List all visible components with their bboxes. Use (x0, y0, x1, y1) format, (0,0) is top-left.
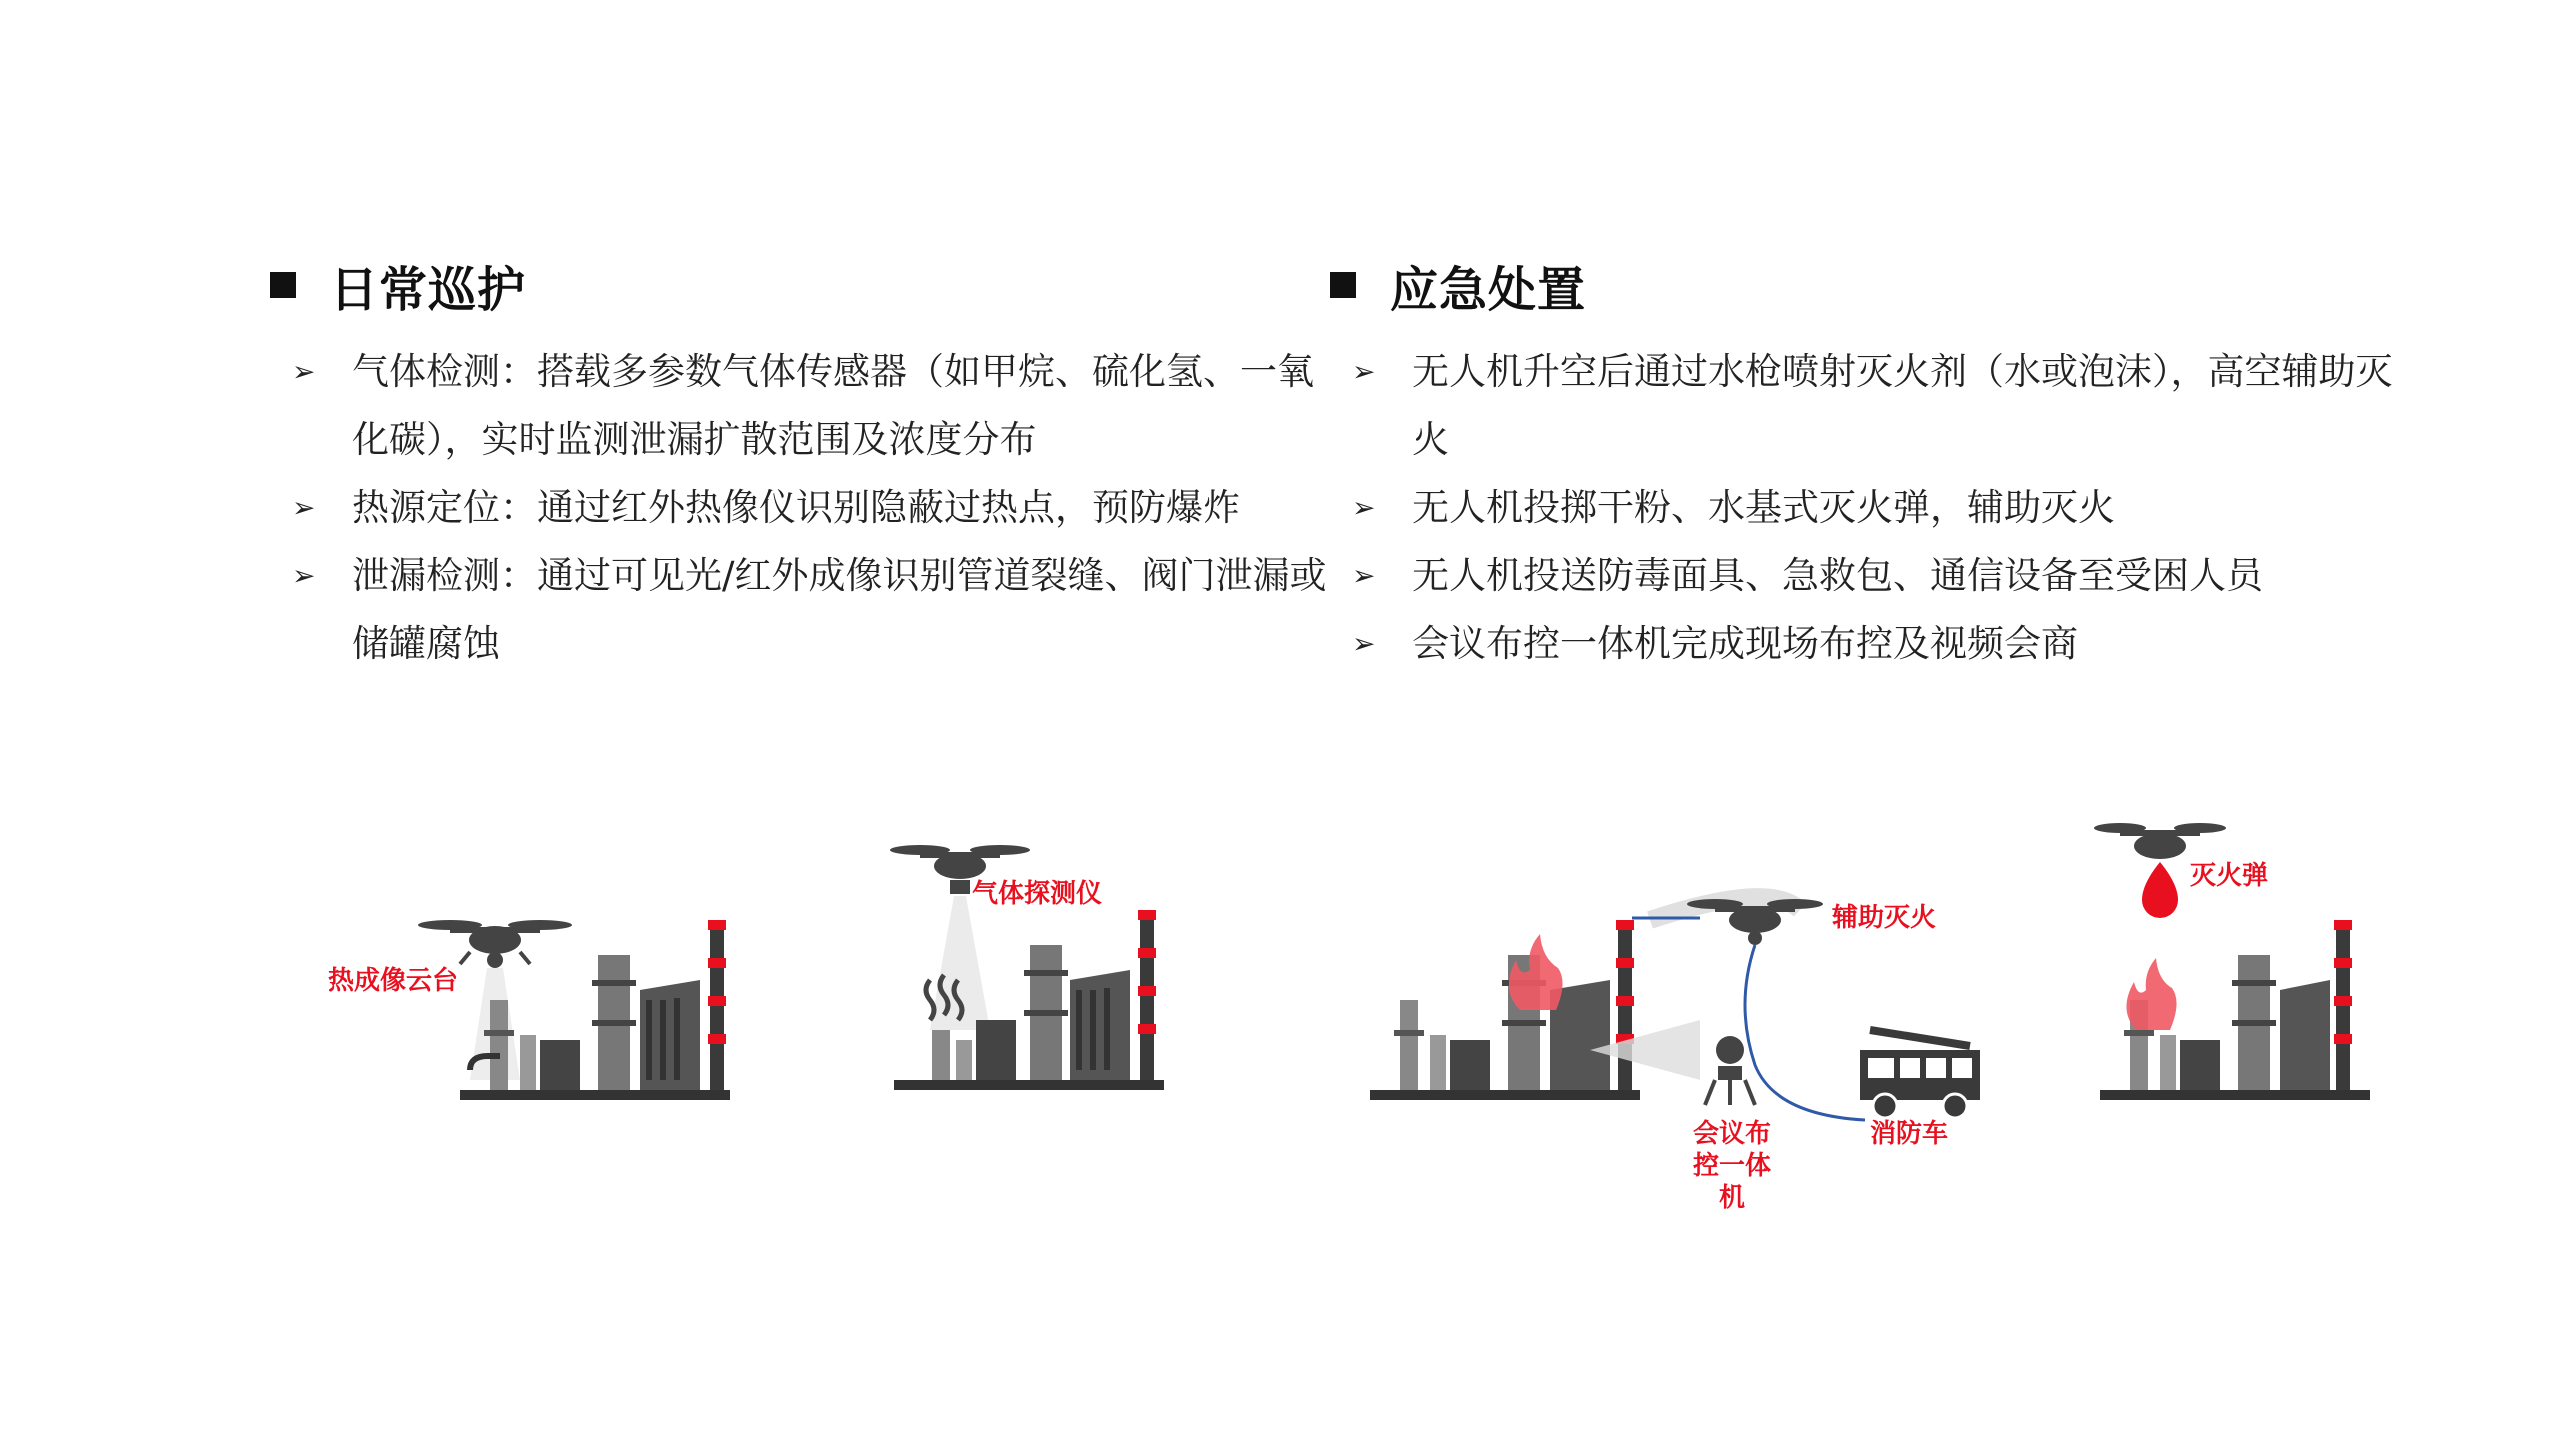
drone-icon (418, 920, 572, 968)
arrowhead-icon: ➢ (292, 491, 316, 524)
command-unit-icon (1705, 1036, 1755, 1105)
section-header (270, 250, 1330, 320)
section-daily-patrol (270, 250, 1330, 678)
list-item-text: 会议布控一体机完成现场布控及视频会商 (1412, 622, 2078, 665)
flame-icon (2126, 958, 2176, 1030)
list-item (292, 474, 1330, 542)
illustration-fire-bomb (2090, 820, 2370, 1120)
arrowhead-icon: ➢ (292, 355, 316, 388)
fire-truck-icon (1860, 1030, 1980, 1118)
factory-icon (880, 830, 1210, 1100)
list-item (1352, 338, 2410, 474)
list-item (292, 338, 1330, 474)
fire-truck-label: 消防车 (1870, 1119, 1949, 1149)
illustration-gas-detection (880, 830, 1210, 1100)
list-item (1352, 610, 2410, 678)
list-item (1352, 474, 2410, 542)
square-bullet-icon (270, 272, 296, 298)
illustration-thermal-inspection (320, 880, 750, 1110)
list-item (292, 542, 1330, 678)
bullet-list (1330, 338, 2410, 678)
gas-detector-label: 气体探测仪 (972, 879, 1103, 909)
list-item-text: 气体检测：搭载多参数气体传感器（如甲烷、硫化氢、一氧化碳），实时监测泄漏扩散范围及浓度分布 (352, 350, 1314, 461)
list-item-text: 无人机升空后通过水枪喷射灭火剂（水或泡沫），高空辅助灭火 (1412, 350, 2393, 461)
arrowhead-icon: ➢ (1352, 559, 1376, 592)
thermal-gimbal-label: 热成像云台 (328, 966, 459, 996)
list-item-text: 无人机投送防毒面具、急救包、通信设备至受困人员 (1412, 554, 2263, 597)
section-title: 日常巡护 (330, 261, 527, 318)
section-title: 应急处置 (1390, 261, 1587, 318)
assist-fire-label: 辅助灭火 (1832, 903, 1937, 933)
list-item (1352, 542, 2410, 610)
arrowhead-icon: ➢ (1352, 627, 1376, 660)
fire-bomb-icon (2142, 862, 2178, 918)
list-item-text: 热源定位：通过红外热像仪识别隐蔽过热点，预防爆炸 (352, 486, 1240, 529)
illustration-assisted-firefighting (1370, 880, 1990, 1213)
section-header (1330, 250, 2410, 320)
arrowhead-icon: ➢ (292, 559, 316, 592)
arrowhead-icon: ➢ (1352, 355, 1376, 388)
command-unit-label: 会议布控一体机 (1692, 1119, 1771, 1213)
list-item-text: 泄漏检测：通过可见光/红外成像识别管道裂缝、阀门泄漏或储罐腐蚀 (352, 554, 1327, 665)
fire-bomb-label: 灭火弹 (2190, 861, 2269, 891)
bullet-list (270, 338, 1330, 678)
square-bullet-icon (1330, 272, 1356, 298)
flame-icon (1509, 934, 1563, 1010)
arrowhead-icon: ➢ (1352, 491, 1376, 524)
drone-icon (2094, 823, 2226, 859)
section-emergency-response (1330, 250, 2410, 678)
list-item-text: 无人机投掷干粉、水基式灭火弹，辅助灭火 (1412, 486, 2115, 529)
